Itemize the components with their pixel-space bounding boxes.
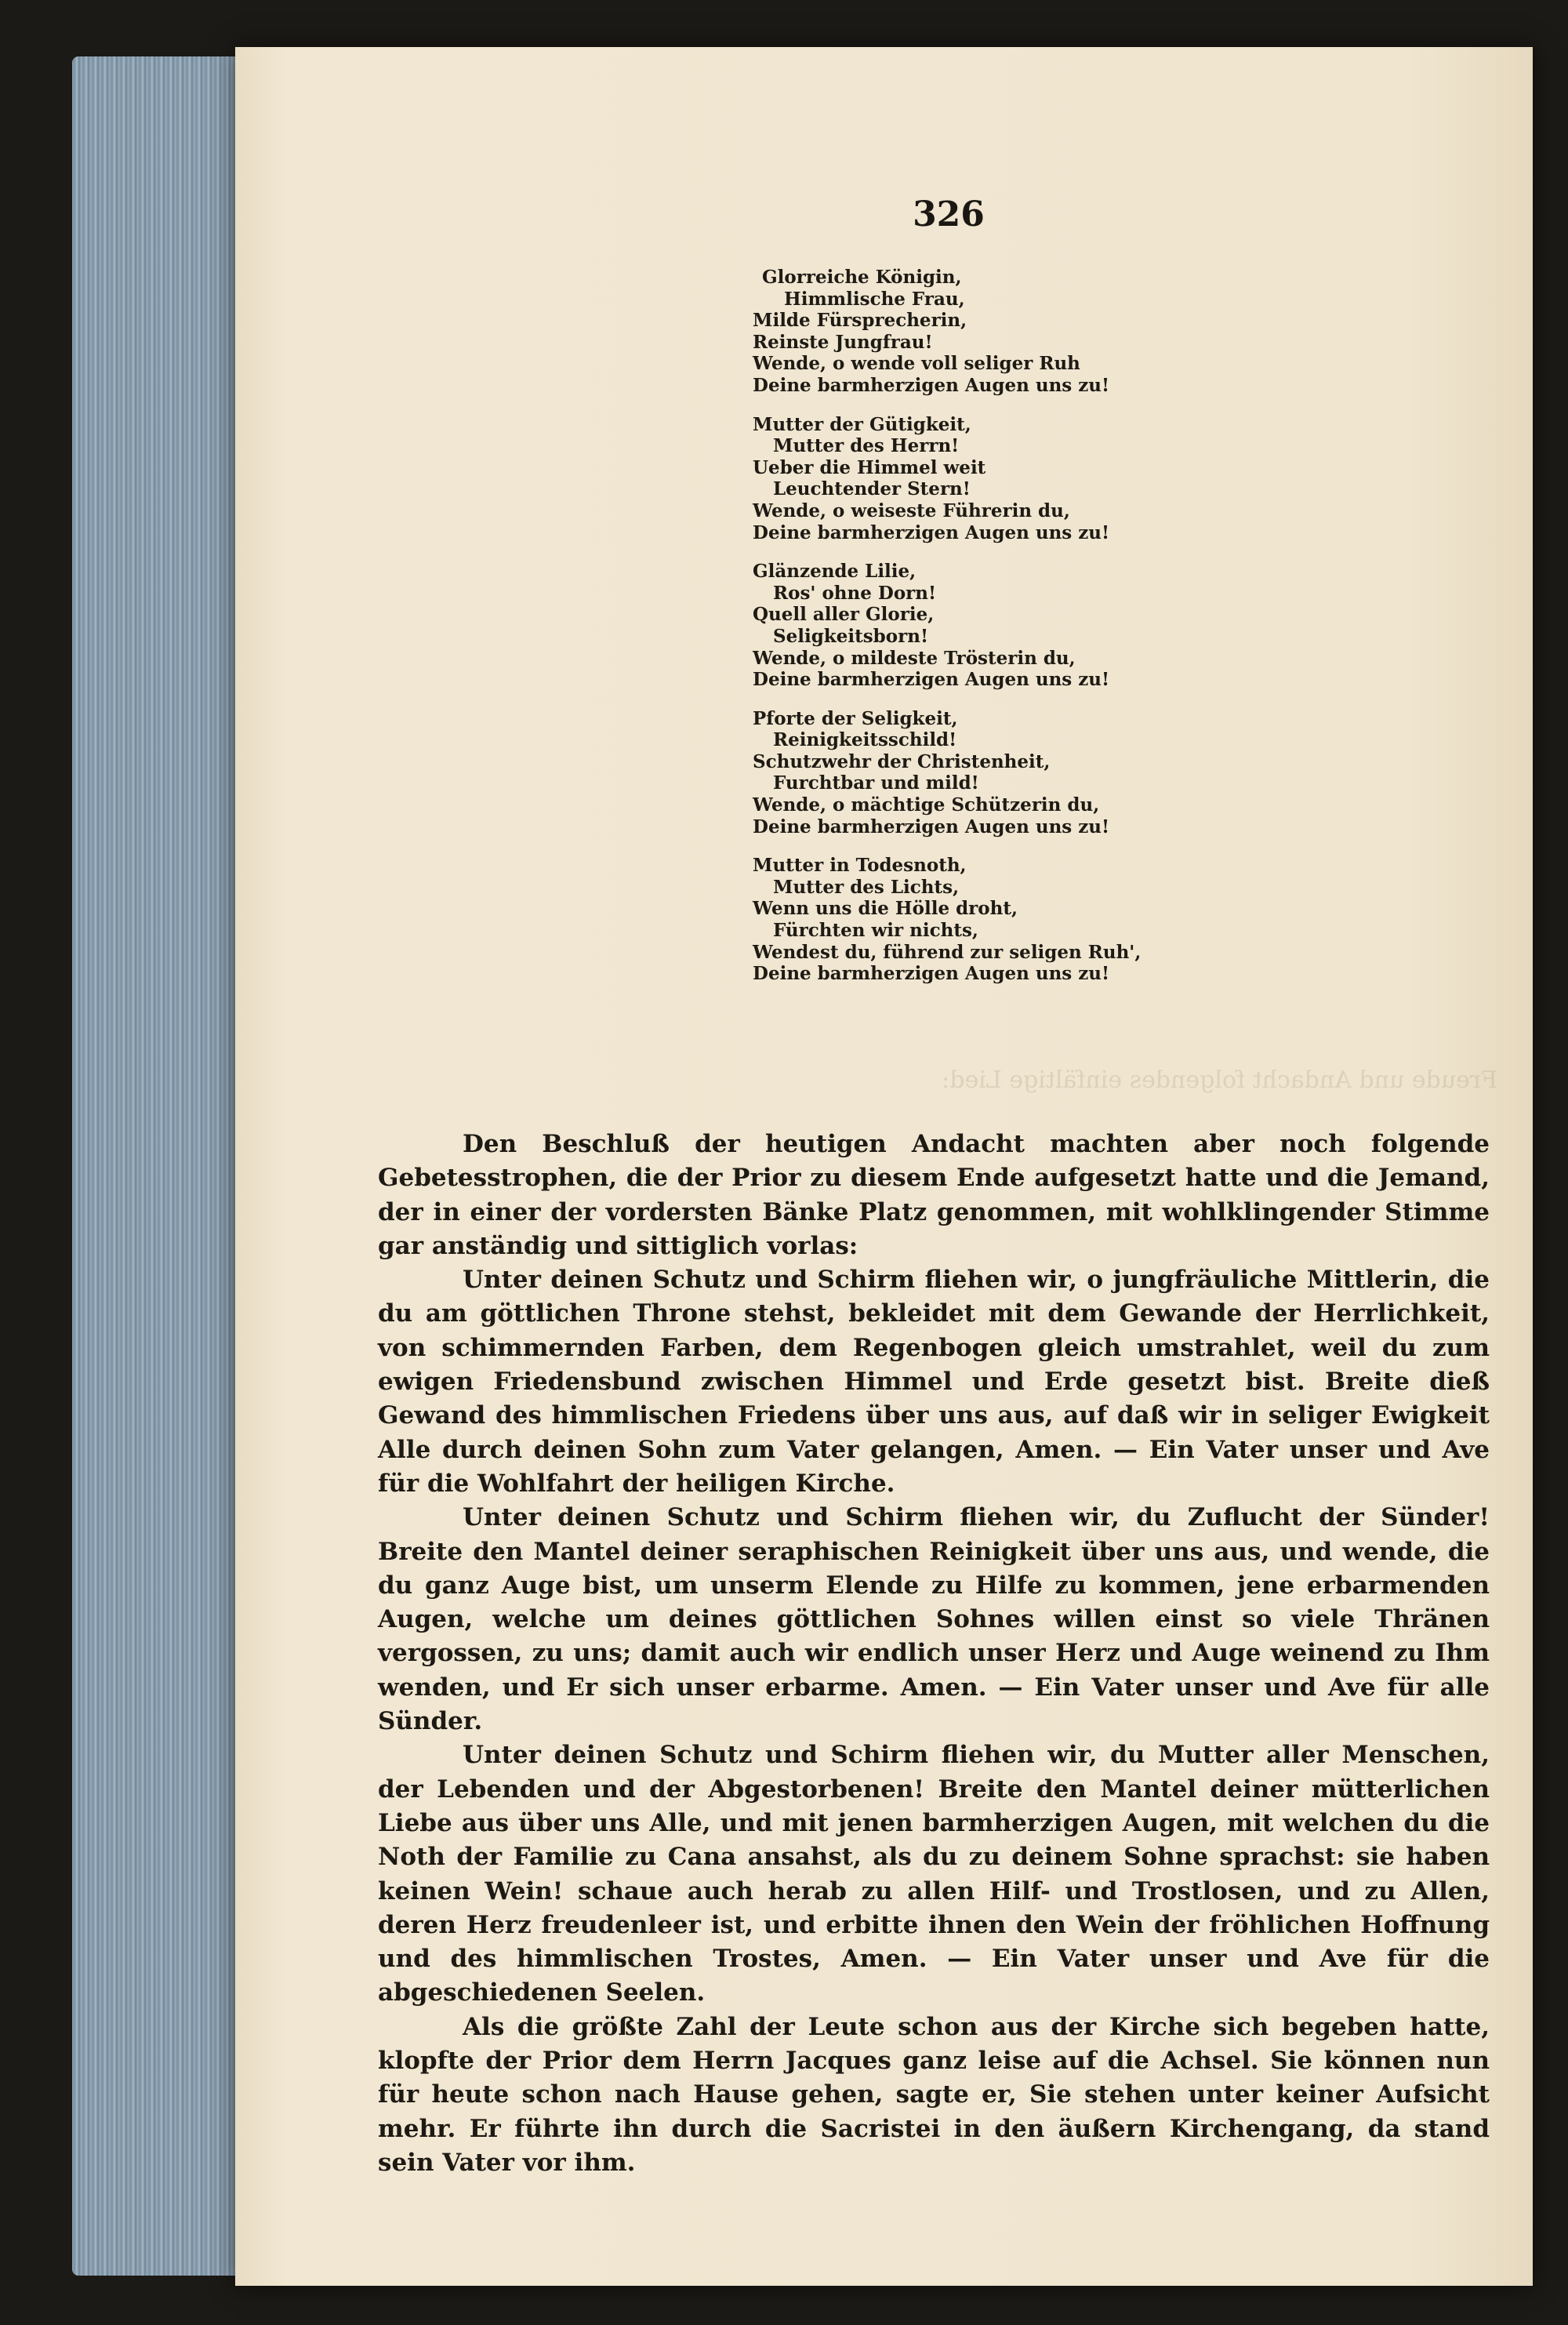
paragraph: Unter deinen Schutz und Schirm fliehen wir, du Zuflucht der Sünder! Breite den Mantel deiner seraphischen Reinigkeit über uns aus, und wende, die du ganz Auge bist, um unserm Elende zu Hilfe zu kommen, jene erbarmenden Augen, welche um deines göttlichen Sohnes willen einst so viele Thränen vergossen, zu uns; damit auch wir endlich unser Herz und Auge weinend zu Ihm wenden, und Er sich unser erbarme. Amen. — Ein Vater unser und Ave für alle Sünder. (378, 1503, 1490, 1736)
poem-line: Deine barmherzigen Augen uns zu! (753, 816, 1110, 837)
poem-line: Glänzende Lilie, (753, 561, 916, 583)
poem-line: Wenn uns die Hölle droht, (753, 898, 1018, 920)
poem-stanza (753, 414, 1223, 544)
poem-line: Deine barmherzigen Augen uns zu! (753, 963, 1110, 985)
poem-line: Mutter in Todesnoth, (753, 855, 967, 877)
bleed-through-line: Freude und Andacht folgendes einfältige Lied: (942, 1066, 1497, 1094)
poem-line: Furchtbar und mild! (773, 772, 979, 794)
poem-line: Wendest du, führend zur seligen Ruh', (753, 941, 1142, 963)
poem-line: Wende, o mächtige Schützerin du, (753, 794, 1100, 816)
poem-line: Fürchten wir nichts, (773, 920, 978, 942)
poem-line: Wende, o weiseste Führerin du, (753, 500, 1070, 521)
poem-line: Mutter des Lichts, (773, 876, 960, 898)
book-page-edges (72, 56, 252, 2276)
page-number: 326 (913, 194, 985, 234)
poem-line: Wende, o mildeste Trösterin du, (753, 647, 1076, 669)
poem-stanza (753, 267, 1223, 397)
poem-stanza (753, 708, 1223, 838)
poem-line: Ueber die Himmel weit (753, 456, 986, 478)
poem-line: Ros' ohne Dorn! (773, 582, 937, 604)
poem-line: Mutter der Gütigkeit, (753, 413, 971, 435)
poem-line: Glorreiche Königin, (762, 267, 962, 288)
poem-line: Deine barmherzigen Augen uns zu! (753, 374, 1110, 396)
poem-line: Milde Fürsprecherin, (753, 310, 967, 332)
paragraph: Unter deinen Schutz und Schirm fliehen wir, o jungfräuliche Mittlerin, die du am göttlichen Throne stehst, bekleidet mit dem Gewande der Herrlichkeit, von schimmernden Farben, dem Regenbogen gleich umstrahlet, weil du zum ewigen Friedensbund zwischen Himmel und Erde gesetzt bist. Breite dieß Gewand des himmlischen Friedens über uns aus, auf daß wir in seliger Ewigkeit Alle durch deinen Sohn zum Vater gelangen, Amen. — Ein Vater unser und Ave für die Wohlfahrt der heiligen Kirche. (378, 1266, 1490, 1498)
poem-line: Leuchtender Stern! (773, 478, 971, 500)
paragraph: Als die größte Zahl der Leute schon aus der Kirche sich begeben hatte, klopfte der Prior dem Herrn Jacques ganz leise auf die Achsel. Sie können nun für heute schon nach Hause gehen, sagte er, Sie stehen unter keiner Aufsicht mehr. Er führte ihn durch die Sacristei in den äußern Kirchengang, da stand sein Vater vor ihm. (378, 2012, 1490, 2177)
poem-line: Schutzwehr der Christenheit, (753, 750, 1051, 772)
poem-stanza (753, 855, 1223, 985)
poem-line: Himmlische Frau, (784, 288, 965, 310)
paragraph: Unter deinen Schutz und Schirm fliehen wir, du Mutter aller Menschen, der Lebenden und der Abgestorbenen! Breite den Mantel deiner mütterlichen Liebe aus über uns Alle, und mit jenen barmherzigen Augen, mit welchen du die Noth der Familie zu Cana ansahst, als du zu deinem Sohne sprachst: sie haben keinen Wein! schaue auch herab zu allen Hilf- und Trostlosen, und zu Allen, deren Herz freudenleer ist, und erbitte ihnen den Wein der fröhlichen Hoffnung und des himmlischen Trostes, Amen. — Ein Vater unser und Ave für die abgeschiedenen Seelen. (378, 1741, 1490, 2007)
paragraph: Den Beschluß der heutigen Andacht machten aber noch folgende Gebetesstrophen, die der Prior zu diesem Ende aufgesetzt hatte und die Jemand, der in einer der vordersten Bänke Platz genommen, mit wohlklingender Stimme gar anständig und sittiglich vorlas: (378, 1130, 1490, 1260)
poem-stanza (753, 561, 1223, 691)
poem-line: Wende, o wende voll seliger Ruh (753, 353, 1080, 375)
poem-line: Deine barmherzigen Augen uns zu! (753, 521, 1110, 543)
poem-line: Seligkeitsborn! (773, 625, 929, 647)
poem-line: Deine barmherzigen Augen uns zu! (753, 669, 1110, 691)
poem-line: Quell aller Glorie, (753, 604, 935, 626)
poem-line: Mutter des Herrn! (773, 435, 960, 457)
poem-line: Pforte der Seligkeit, (753, 707, 958, 729)
prose-body (378, 1128, 1490, 2180)
poem (753, 267, 1223, 1002)
poem-line: Reinste Jungfrau! (753, 331, 933, 353)
poem-line: Reinigkeitsschild! (773, 729, 957, 751)
